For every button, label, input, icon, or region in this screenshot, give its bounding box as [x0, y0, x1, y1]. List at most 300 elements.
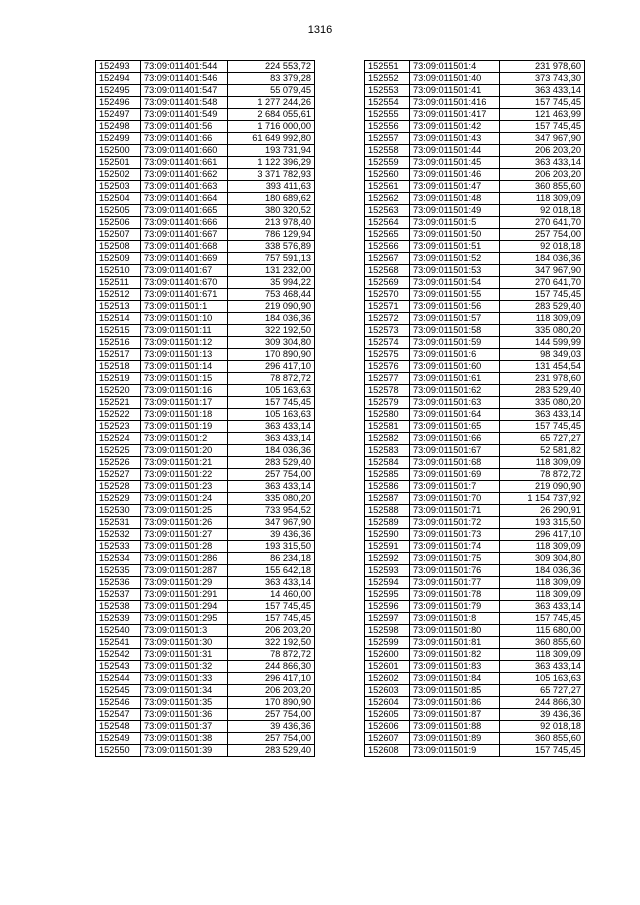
cadastral-number-cell: 73:09:011501:8	[410, 613, 500, 625]
cadastral-number-cell: 73:09:011501:47	[410, 181, 500, 193]
cadastral-number-cell: 73:09:011501:40	[410, 73, 500, 85]
value-cell: 184 036,36	[500, 253, 585, 265]
row-number-cell: 152552	[365, 73, 410, 85]
row-number-cell: 152571	[365, 301, 410, 313]
table-row	[96, 697, 315, 709]
row-number-cell: 152553	[365, 85, 410, 97]
row-number-cell: 152559	[365, 157, 410, 169]
row-number-cell: 152580	[365, 409, 410, 421]
cadastral-number-cell: 73:09:011501:30	[141, 637, 228, 649]
value-cell: 206 203,20	[228, 685, 315, 697]
cadastral-number-cell: 73:09:011501:21	[141, 457, 228, 469]
table-row	[96, 373, 315, 385]
value-cell: 105 163,63	[228, 385, 315, 397]
table-row	[365, 661, 585, 673]
row-number-cell: 152562	[365, 193, 410, 205]
cadastral-number-cell: 73:09:011501:77	[410, 577, 500, 589]
row-number-cell: 152538	[96, 601, 141, 613]
table-row	[365, 625, 585, 637]
cadastral-number-cell: 73:09:011501:29	[141, 577, 228, 589]
value-cell: 3 371 782,93	[228, 169, 315, 181]
value-cell: 219 090,90	[228, 301, 315, 313]
value-cell: 206 203,20	[228, 625, 315, 637]
row-number-cell: 152539	[96, 613, 141, 625]
value-cell: 322 192,50	[228, 325, 315, 337]
row-number-cell: 152573	[365, 325, 410, 337]
table-row	[96, 337, 315, 349]
cadastral-number-cell: 73:09:011501:20	[141, 445, 228, 457]
cadastral-number-cell: 73:09:011501:42	[410, 121, 500, 133]
cadastral-number-cell: 73:09:011501:78	[410, 589, 500, 601]
cadastral-number-cell: 73:09:011501:39	[141, 745, 228, 757]
value-cell: 360 855,60	[500, 637, 585, 649]
cadastral-number-cell: 73:09:011501:49	[410, 205, 500, 217]
row-number-cell: 152511	[96, 277, 141, 289]
row-number-cell: 152521	[96, 397, 141, 409]
table-row	[365, 133, 585, 145]
cadastral-number-cell: 73:09:011501:76	[410, 565, 500, 577]
cadastral-number-cell: 73:09:011401:663	[141, 181, 228, 193]
value-cell: 118 309,09	[500, 589, 585, 601]
row-number-cell: 152598	[365, 625, 410, 637]
table-row	[96, 145, 315, 157]
table-row	[365, 721, 585, 733]
row-number-cell: 152587	[365, 493, 410, 505]
table-row	[96, 217, 315, 229]
table-row	[365, 517, 585, 529]
row-number-cell: 152585	[365, 469, 410, 481]
table-row	[96, 85, 315, 97]
cadastral-number-cell: 73:09:011501:416	[410, 97, 500, 109]
cadastral-number-cell: 73:09:011501:27	[141, 529, 228, 541]
row-number-cell: 152537	[96, 589, 141, 601]
value-cell: 373 743,30	[500, 73, 585, 85]
table-row	[96, 457, 315, 469]
table-row	[96, 745, 315, 757]
cadastral-number-cell: 73:09:011401:544	[141, 61, 228, 73]
row-number-cell: 152566	[365, 241, 410, 253]
value-cell: 231 978,60	[500, 373, 585, 385]
row-number-cell: 152516	[96, 337, 141, 349]
value-cell: 296 417,10	[500, 529, 585, 541]
table-row	[96, 73, 315, 85]
value-cell: 363 433,14	[500, 661, 585, 673]
row-number-cell: 152536	[96, 577, 141, 589]
row-number-cell: 152497	[96, 109, 141, 121]
table-row	[365, 145, 585, 157]
cadastral-number-cell: 73:09:011501:45	[410, 157, 500, 169]
row-number-cell: 152493	[96, 61, 141, 73]
cadastral-number-cell: 73:09:011401:669	[141, 253, 228, 265]
cadastral-number-cell: 73:09:011501:57	[410, 313, 500, 325]
value-cell: 363 433,14	[500, 409, 585, 421]
cadastral-number-cell: 73:09:011501:72	[410, 517, 500, 529]
table-row	[96, 193, 315, 205]
table-row	[365, 505, 585, 517]
row-number-cell: 152529	[96, 493, 141, 505]
value-cell: 92 018,18	[500, 721, 585, 733]
value-cell: 309 304,80	[228, 337, 315, 349]
table-row	[96, 445, 315, 457]
table-row	[96, 709, 315, 721]
cadastral-number-cell: 73:09:011401:66	[141, 133, 228, 145]
table-row	[96, 565, 315, 577]
row-number-cell: 152517	[96, 349, 141, 361]
cadastral-number-cell: 73:09:011501:87	[410, 709, 500, 721]
row-number-cell: 152550	[96, 745, 141, 757]
table-row	[96, 733, 315, 745]
row-number-cell: 152586	[365, 481, 410, 493]
row-number-cell: 152533	[96, 541, 141, 553]
row-number-cell: 152515	[96, 325, 141, 337]
cadastral-number-cell: 73:09:011501:65	[410, 421, 500, 433]
cadastral-number-cell: 73:09:011501:74	[410, 541, 500, 553]
row-number-cell: 152567	[365, 253, 410, 265]
cadastral-number-cell: 73:09:011401:665	[141, 205, 228, 217]
cadastral-number-cell: 73:09:011401:666	[141, 217, 228, 229]
table-row	[96, 685, 315, 697]
value-cell: 184 036,36	[228, 313, 315, 325]
row-number-cell: 152558	[365, 145, 410, 157]
row-number-cell: 152581	[365, 421, 410, 433]
cadastral-number-cell: 73:09:011501:51	[410, 241, 500, 253]
row-number-cell: 152496	[96, 97, 141, 109]
cadastral-number-cell: 73:09:011501:46	[410, 169, 500, 181]
row-number-cell: 152530	[96, 505, 141, 517]
value-cell: 35 994,22	[228, 277, 315, 289]
row-number-cell: 152557	[365, 133, 410, 145]
row-number-cell: 152503	[96, 181, 141, 193]
table-row	[96, 121, 315, 133]
row-number-cell: 152604	[365, 697, 410, 709]
row-number-cell: 152605	[365, 709, 410, 721]
page-number: 1316	[307, 24, 333, 36]
value-cell: 157 745,45	[500, 745, 585, 757]
value-cell: 86 234,18	[228, 553, 315, 565]
table-row	[96, 661, 315, 673]
cadastral-number-cell: 73:09:011501:24	[141, 493, 228, 505]
table-row	[96, 241, 315, 253]
row-number-cell: 152554	[365, 97, 410, 109]
table-row	[96, 433, 315, 445]
cadastral-number-cell: 73:09:011501:53	[410, 265, 500, 277]
value-cell: 65 727,27	[500, 685, 585, 697]
cadastral-number-cell: 73:09:011501:44	[410, 145, 500, 157]
value-cell: 92 018,18	[500, 241, 585, 253]
cadastral-number-cell: 73:09:011501:26	[141, 517, 228, 529]
cadastral-number-cell: 73:09:011501:66	[410, 433, 500, 445]
value-cell: 1 277 244,26	[228, 97, 315, 109]
row-number-cell: 152549	[96, 733, 141, 745]
value-cell: 347 967,90	[500, 133, 585, 145]
value-cell: 121 463,99	[500, 109, 585, 121]
value-cell: 224 553,72	[228, 61, 315, 73]
cadastral-number-cell: 73:09:011501:73	[410, 529, 500, 541]
cadastral-number-cell: 73:09:011501:50	[410, 229, 500, 241]
table-row	[365, 121, 585, 133]
table-row	[96, 97, 315, 109]
table-row	[365, 445, 585, 457]
value-cell: 296 417,10	[228, 361, 315, 373]
row-number-cell: 152591	[365, 541, 410, 553]
cadastral-number-cell: 73:09:011501:287	[141, 565, 228, 577]
row-number-cell: 152502	[96, 169, 141, 181]
value-cell: 753 468,44	[228, 289, 315, 301]
table-row	[365, 673, 585, 685]
table-row	[365, 313, 585, 325]
cadastral-number-cell: 73:09:011401:667	[141, 229, 228, 241]
row-number-cell: 152546	[96, 697, 141, 709]
cadastral-number-cell: 73:09:011501:41	[410, 85, 500, 97]
value-cell: 380 320,52	[228, 205, 315, 217]
value-cell: 335 080,20	[228, 493, 315, 505]
row-number-cell: 152520	[96, 385, 141, 397]
value-cell: 786 129,94	[228, 229, 315, 241]
cadastral-number-cell: 73:09:011501:70	[410, 493, 500, 505]
value-cell: 244 866,30	[228, 661, 315, 673]
table-row	[96, 265, 315, 277]
table-row	[96, 613, 315, 625]
cadastral-number-cell: 73:09:011501:79	[410, 601, 500, 613]
value-cell: 283 529,40	[228, 457, 315, 469]
table-row	[96, 625, 315, 637]
table-row	[96, 205, 315, 217]
value-cell: 2 684 055,61	[228, 109, 315, 121]
value-cell: 14 460,00	[228, 589, 315, 601]
table-row	[365, 409, 585, 421]
value-cell: 257 754,00	[228, 469, 315, 481]
cadastral-number-cell: 73:09:011501:58	[410, 325, 500, 337]
value-cell: 193 731,94	[228, 145, 315, 157]
table-row	[365, 217, 585, 229]
cadastral-number-cell: 73:09:011501:6	[410, 349, 500, 361]
table-row	[365, 265, 585, 277]
cadastral-number-cell: 73:09:011401:661	[141, 157, 228, 169]
table-row	[96, 349, 315, 361]
table-row	[365, 277, 585, 289]
cadastral-number-cell: 73:09:011501:25	[141, 505, 228, 517]
row-number-cell: 152603	[365, 685, 410, 697]
row-number-cell: 152513	[96, 301, 141, 313]
table-row	[96, 385, 315, 397]
table-row	[365, 337, 585, 349]
value-cell: 335 080,20	[500, 397, 585, 409]
table-row	[365, 697, 585, 709]
value-cell: 283 529,40	[500, 385, 585, 397]
value-cell: 193 315,50	[228, 541, 315, 553]
cadastral-number-cell: 73:09:011501:7	[410, 481, 500, 493]
row-number-cell: 152578	[365, 385, 410, 397]
table-row	[96, 601, 315, 613]
table-row	[96, 301, 315, 313]
value-cell: 115 680,00	[500, 625, 585, 637]
row-number-cell: 152584	[365, 457, 410, 469]
row-number-cell: 152526	[96, 457, 141, 469]
cadastral-number-cell: 73:09:011501:85	[410, 685, 500, 697]
value-cell: 219 090,90	[500, 481, 585, 493]
row-number-cell: 152522	[96, 409, 141, 421]
table-row	[96, 541, 315, 553]
value-cell: 157 745,45	[500, 289, 585, 301]
row-number-cell: 152543	[96, 661, 141, 673]
row-number-cell: 152541	[96, 637, 141, 649]
cadastral-number-cell: 73:09:011501:417	[410, 109, 500, 121]
row-number-cell: 152508	[96, 241, 141, 253]
row-number-cell: 152507	[96, 229, 141, 241]
value-cell: 322 192,50	[228, 637, 315, 649]
cadastral-number-cell: 73:09:011501:14	[141, 361, 228, 373]
table-row	[365, 541, 585, 553]
value-cell: 184 036,36	[228, 445, 315, 457]
table-row	[365, 229, 585, 241]
table-row	[96, 397, 315, 409]
value-cell: 157 745,45	[228, 613, 315, 625]
table-row	[96, 157, 315, 169]
cadastral-number-cell: 73:09:011501:83	[410, 661, 500, 673]
table-row	[365, 373, 585, 385]
table-row	[365, 97, 585, 109]
row-number-cell: 152608	[365, 745, 410, 757]
right-table-body	[365, 61, 585, 757]
value-cell: 92 018,18	[500, 205, 585, 217]
table-row	[96, 637, 315, 649]
cadastral-number-cell: 73:09:011401:549	[141, 109, 228, 121]
value-cell: 118 309,09	[500, 649, 585, 661]
table-row	[96, 61, 315, 73]
cadastral-number-cell: 73:09:011501:34	[141, 685, 228, 697]
table-row	[365, 637, 585, 649]
table-row	[365, 577, 585, 589]
row-number-cell: 152568	[365, 265, 410, 277]
table-row	[365, 481, 585, 493]
table-row	[96, 529, 315, 541]
value-cell: 118 309,09	[500, 577, 585, 589]
row-number-cell: 152606	[365, 721, 410, 733]
row-number-cell: 152501	[96, 157, 141, 169]
table-row	[96, 517, 315, 529]
value-cell: 118 309,09	[500, 193, 585, 205]
table-row	[365, 169, 585, 181]
table-row	[365, 205, 585, 217]
value-cell: 363 433,14	[500, 601, 585, 613]
table-row	[96, 361, 315, 373]
cadastral-number-cell: 73:09:011401:547	[141, 85, 228, 97]
value-cell: 157 745,45	[228, 601, 315, 613]
table-row	[365, 349, 585, 361]
row-number-cell: 152519	[96, 373, 141, 385]
table-row	[365, 61, 585, 73]
value-cell: 757 591,13	[228, 253, 315, 265]
table-row	[96, 169, 315, 181]
row-number-cell: 152600	[365, 649, 410, 661]
cadastral-number-cell: 73:09:011501:60	[410, 361, 500, 373]
row-number-cell: 152563	[365, 205, 410, 217]
row-number-cell: 152560	[365, 169, 410, 181]
table-row	[96, 313, 315, 325]
table-row	[365, 85, 585, 97]
row-number-cell: 152593	[365, 565, 410, 577]
value-cell: 193 315,50	[500, 517, 585, 529]
cadastral-number-cell: 73:09:011501:69	[410, 469, 500, 481]
value-cell: 206 203,20	[500, 145, 585, 157]
row-number-cell: 152595	[365, 589, 410, 601]
cadastral-number-cell: 73:09:011501:295	[141, 613, 228, 625]
value-cell: 170 890,90	[228, 697, 315, 709]
value-cell: 157 745,45	[500, 97, 585, 109]
value-cell: 283 529,40	[500, 301, 585, 313]
row-number-cell: 152500	[96, 145, 141, 157]
row-number-cell: 152602	[365, 673, 410, 685]
value-cell: 39 436,36	[228, 721, 315, 733]
table-row	[96, 481, 315, 493]
row-number-cell: 152592	[365, 553, 410, 565]
cadastral-number-cell: 73:09:011501:43	[410, 133, 500, 145]
value-cell: 257 754,00	[228, 709, 315, 721]
cadastral-number-cell: 73:09:011501:15	[141, 373, 228, 385]
row-number-cell: 152601	[365, 661, 410, 673]
table-row	[96, 505, 315, 517]
cadastral-number-cell: 73:09:011501:9	[410, 745, 500, 757]
value-cell: 52 581,82	[500, 445, 585, 457]
row-number-cell: 152532	[96, 529, 141, 541]
cadastral-number-cell: 73:09:011501:86	[410, 697, 500, 709]
table-row	[365, 685, 585, 697]
table-row	[365, 325, 585, 337]
value-cell: 360 855,60	[500, 181, 585, 193]
table-row	[96, 229, 315, 241]
value-cell: 270 641,70	[500, 277, 585, 289]
value-cell: 184 036,36	[500, 565, 585, 577]
value-cell: 363 433,14	[228, 577, 315, 589]
row-number-cell: 152579	[365, 397, 410, 409]
table-row	[365, 253, 585, 265]
cadastral-number-cell: 73:09:011501:38	[141, 733, 228, 745]
cadastral-number-cell: 73:09:011501:61	[410, 373, 500, 385]
table-row	[96, 469, 315, 481]
row-number-cell: 152594	[365, 577, 410, 589]
table-row	[365, 361, 585, 373]
row-number-cell: 152506	[96, 217, 141, 229]
cadastral-number-cell: 73:09:011401:546	[141, 73, 228, 85]
table-row	[365, 385, 585, 397]
value-cell: 363 433,14	[500, 85, 585, 97]
row-number-cell: 152509	[96, 253, 141, 265]
table-row	[365, 73, 585, 85]
value-cell: 363 433,14	[228, 433, 315, 445]
cadastral-number-cell: 73:09:011401:660	[141, 145, 228, 157]
cadastral-number-cell: 73:09:011501:3	[141, 625, 228, 637]
left-table	[95, 60, 315, 757]
row-number-cell: 152599	[365, 637, 410, 649]
cadastral-number-cell: 73:09:011501:80	[410, 625, 500, 637]
row-number-cell: 152540	[96, 625, 141, 637]
row-number-cell: 152531	[96, 517, 141, 529]
cadastral-number-cell: 73:09:011501:52	[410, 253, 500, 265]
row-number-cell: 152518	[96, 361, 141, 373]
table-row	[365, 589, 585, 601]
value-cell: 180 689,62	[228, 193, 315, 205]
row-number-cell: 152565	[365, 229, 410, 241]
value-cell: 105 163,63	[500, 673, 585, 685]
cadastral-number-cell: 73:09:011401:671	[141, 289, 228, 301]
value-cell: 78 872,72	[228, 649, 315, 661]
row-number-cell: 152504	[96, 193, 141, 205]
cadastral-number-cell: 73:09:011501:36	[141, 709, 228, 721]
value-cell: 244 866,30	[500, 697, 585, 709]
cadastral-number-cell: 73:09:011501:12	[141, 337, 228, 349]
table-row	[365, 193, 585, 205]
cadastral-number-cell: 73:09:011501:37	[141, 721, 228, 733]
